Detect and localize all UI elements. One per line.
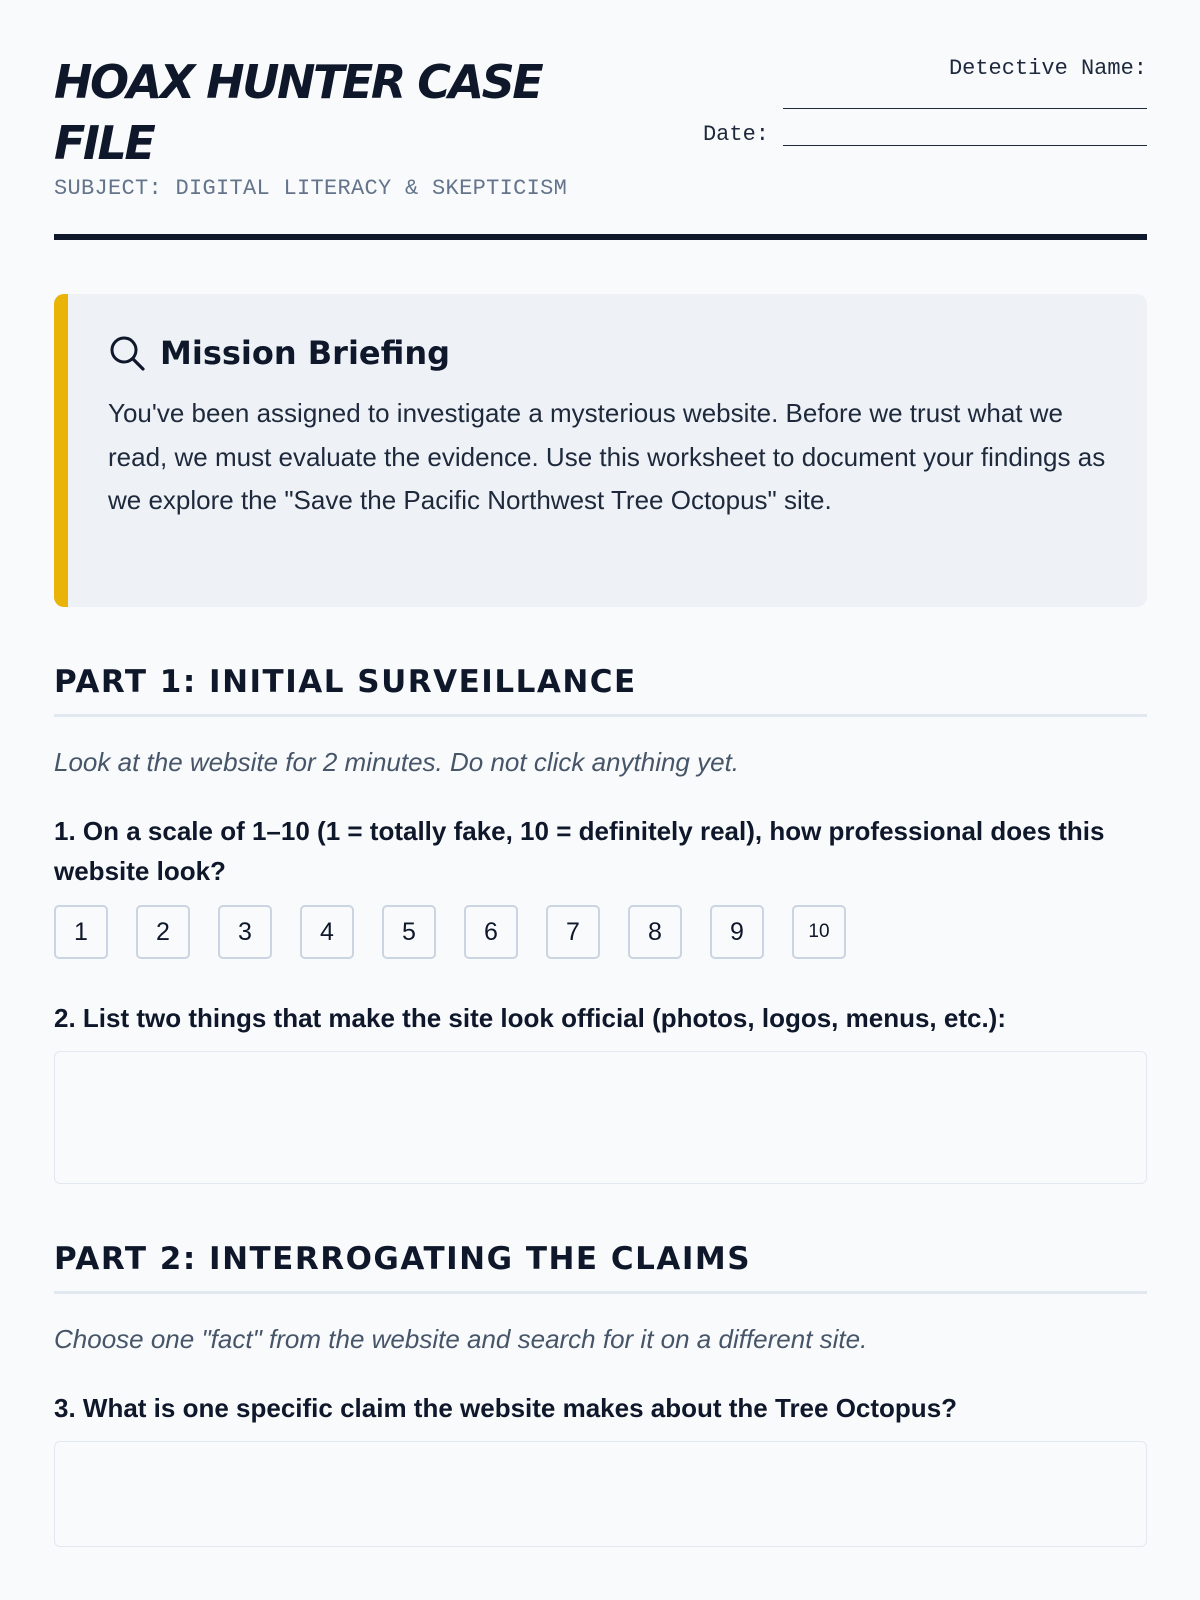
question-1: 1. On a scale of 1–10 (1 = totally fake, 10 = definitely real), how professional does this website look? [54,816,1105,886]
part1-title: PART 1: INITIAL SURVEILLANCE [54,664,1147,717]
answer-box-2[interactable] [54,1051,1147,1184]
search-icon [108,334,146,372]
answer-box-3[interactable] [54,1441,1147,1547]
worksheet-page [54,0,1147,1423]
part1-instruction: Look at the website for 2 minutes. Do not click anything yet. [54,747,740,777]
briefing-text: You've been assigned to investigate a mysterious website. Before we trust what we read, we must evaluate the evidence. Use this worksheet to document your findings as we explore the "Save the Pacific Northwest Tree Octopus" site. [108,398,1106,515]
rating-option-3[interactable]: 3 [218,905,272,959]
part2-title: PART 2: INTERROGATING THE CLAIMS [54,1241,1147,1294]
detective-name-field[interactable] [783,108,1147,109]
rating-option-2[interactable]: 2 [136,905,190,959]
professional-rating-scale [54,905,874,959]
page-title: HOAX HUNTER CASE FILE [54,55,542,170]
briefing-heading [108,334,450,372]
part2-instruction: Choose one "fact" from the website and search for it on a different site. [54,1324,868,1354]
rating-option-4[interactable]: 4 [300,905,354,959]
briefing-title: Mission Briefing [160,334,451,372]
date-label: Date: [702,122,769,147]
question-2: 2. List two things that make the site look official (photos, logos, menus, etc.): [54,1003,1006,1033]
date-field[interactable] [783,145,1147,146]
subject-line: SUBJECT: DIGITAL LITERACY & SKEPTICISM [54,176,568,201]
detective-name-label: Detective Name: [948,56,1147,81]
rating-option-6[interactable]: 6 [464,905,518,959]
header-divider [54,234,1147,240]
rating-option-5[interactable]: 5 [382,905,436,959]
rating-option-9[interactable]: 9 [710,905,764,959]
rating-option-1[interactable]: 1 [54,905,108,959]
rating-option-7[interactable]: 7 [546,905,600,959]
mission-briefing [54,294,1147,607]
rating-option-8[interactable]: 8 [628,905,682,959]
question-3: 3. What is one specific claim the website makes about the Tree Octopus? [54,1393,958,1423]
case-file-header [54,0,1147,243]
rating-option-10[interactable]: 10 [792,905,846,959]
